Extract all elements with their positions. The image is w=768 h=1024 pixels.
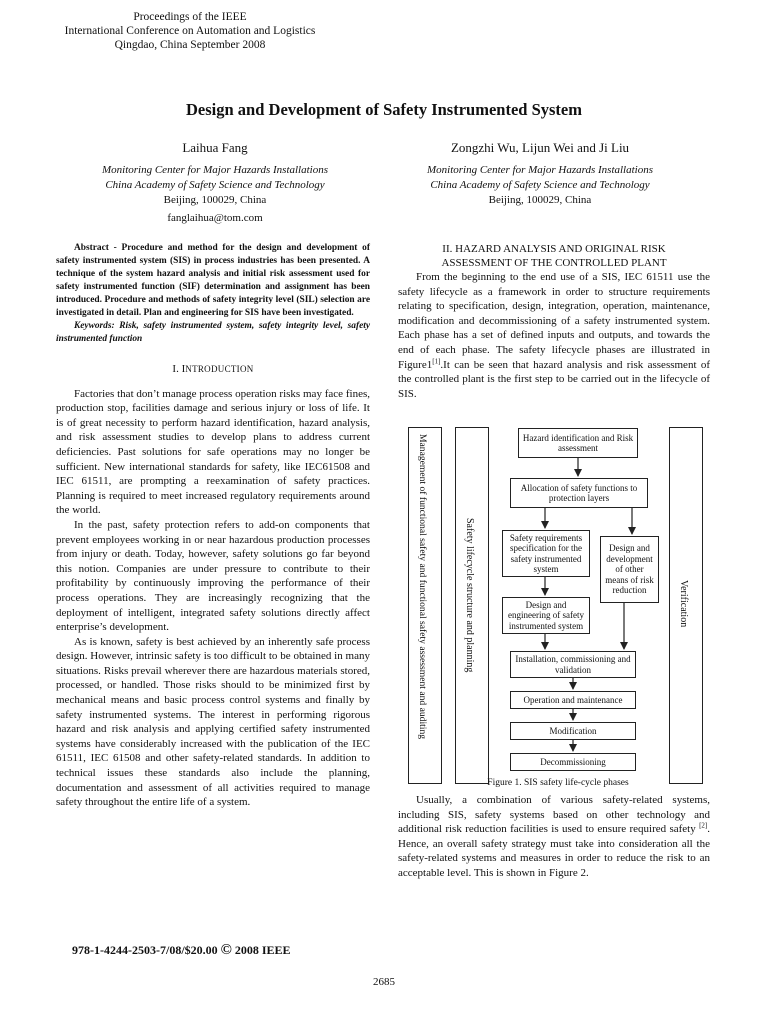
author-name: Zongzhi Wu, Lijun Wei and Ji Liu xyxy=(450,140,630,155)
proceedings-line: Qingdao, China September 2008 xyxy=(114,39,266,51)
paragraph-text: . Hence, an overall safety strategy must take into consideration all the safety-related systems and measures in order to reduce the risk to an acceptable level. This is shown in Figure 2. xyxy=(398,823,711,879)
copyright-symbol: © xyxy=(220,942,232,958)
author-address: Beijing, 100029, China xyxy=(163,194,267,206)
paragraph-text: .It can be seen that hazard analysis and risk assessment of the controlled plant is the first step to be carried out in the lifecycle of SIS. xyxy=(398,358,710,400)
planning-label: Safety lifecycle structure and planning xyxy=(464,518,475,673)
figure-1-flowchart xyxy=(408,427,708,782)
verification-label: Verification xyxy=(678,580,689,628)
author-block-1 xyxy=(60,140,370,226)
paragraph: In the past, safety protection refers to add-on components that prevent employees working in or near hazardous production processes from injury or death. Today, however, safety solutions go far beyond this notion. Companies are under pressure to contribute to their profitability by continuously improving the performance of their process operations. They are increasingly recognizing that the deployment of intelligent, integrated safety solutions directly affect enterprise’s development. xyxy=(56,518,370,634)
keywords: Keywords: Risk, safety instrumented system, safety integrity level, safety instrumented function xyxy=(56,321,370,344)
author-email: fanglaihua@tom.com xyxy=(167,212,263,224)
affiliation-line: Monitoring Center for Major Hazards Installations xyxy=(101,164,329,176)
proceedings-line: Proceedings of the IEEE xyxy=(133,11,247,23)
proceedings-line: International Conference on Automation and Logistics xyxy=(64,25,316,37)
paragraph: Factories that don’t manage process operation risks may face fines, production stop, facilities damage and serious injury or loss of life. It is of great necessity to perform hazard identification, hazard analysis, and risk assessment studies to develop plans to address current deficiencies. Past solutions for safe operations may no longer be sufficient. New international standards for safety, like IEC61508 and IEC 61511, are prompting a reexamination of safety practices. Planning is required to meet increased regulatory requirements around the world. xyxy=(56,387,370,517)
box-modification: Modification xyxy=(510,722,636,740)
box-installation: Installation, commissioning and validation xyxy=(510,651,636,678)
section-heading-line: II. HAZARD ANALYSIS AND ORIGINAL RISK xyxy=(442,243,666,255)
paragraph-text: From the beginning to the end use of a SIS, IEC 61511 use the safety lifecycle as a framework in order to structure requirements relating to specification, design, integration, operation, maintenance, modification and decommissioning of a safety instrumented system. Each phase has a set of defined inputs and outputs, and towards the end of each phase. The safety lifecycle phases are illustrated in Figure1 xyxy=(398,271,710,371)
box-design-engineering: Design and engineering of safety instrumented system xyxy=(502,597,590,634)
author-block-2 xyxy=(385,140,695,208)
affiliation-line: China Academy of Safety Science and Technology xyxy=(430,179,650,191)
author-name: Laihua Fang xyxy=(182,140,248,155)
affiliation-line: Monitoring Center for Major Hazards Installations xyxy=(426,164,654,176)
section-heading-line: ASSESSMENT OF THE CONTROLLED PLANT xyxy=(441,257,667,269)
right-column-top xyxy=(398,242,710,401)
section-heading-introduction xyxy=(56,362,370,377)
box-hazard-identification: Hazard identification and Risk assessment xyxy=(518,428,638,458)
paragraph xyxy=(398,270,710,401)
box-decommissioning: Decommissioning xyxy=(510,753,636,771)
left-column xyxy=(56,242,370,810)
section-number: I. xyxy=(172,363,182,375)
isbn: 978-1-4244-2503-7/08/$20.00 xyxy=(72,943,221,957)
copyright-text: 2008 IEEE xyxy=(231,943,291,957)
paragraph: As is known, safety is best achieved by an inherently safe process design. However, intrinsic safety is too difficult to be obtained in many situations. Risks prevail wherever there are hazardous materials stored, processed, or handled. Those risks should to be minimized first by mechanical means and basic process control systems and finally by safety instrumented systems. The interest in performing rigorous hazard and risk analysis and applying certified safety instrumented systems have considerably increased with the publication of the IEC 61511, IEC 61508 and other safety-related standards. In addition to technical issues these standards also include the planning, documentation and assessment of all activities required to manage safety throughout the entire life of a system. xyxy=(56,635,370,809)
author-address: Beijing, 100029, China xyxy=(488,194,592,206)
abstract: Abstract - Procedure and method for the design and development of safety instrumented system (SIS) in process industries has been presented. A technique of the system hazard analysis and initial risk assessment used for safety instrumented function (SIF) determination and assignment has been introduced. Procedure and methods of safety integrity level (SIL) selection are investigated in detail. Plan and engineering for SIS have been investigated. xyxy=(56,243,370,318)
proceedings-header xyxy=(40,10,340,52)
management-label: Management of functional safety and functional safety assessment and auditing xyxy=(417,434,428,740)
right-column-bottom xyxy=(398,793,710,881)
box-safety-requirements: Safety requirements specification for the safety instrumented system xyxy=(502,530,590,577)
citation: [2] xyxy=(699,821,708,830)
section-heading-hazard xyxy=(398,242,710,270)
paper-title: Design and Development of Safety Instrumented System xyxy=(186,100,582,119)
figure-1-caption: Figure 1. SIS safety life-cycle phases xyxy=(487,778,629,788)
page-number: 2685 xyxy=(373,976,395,988)
paragraph-text: Usually, a combination of various safety-related systems, including SIS, safety systems based on other technology and additional risk reduction facilities is used to ensure required safety xyxy=(398,794,710,836)
isbn-copyright xyxy=(72,942,291,959)
box-other-means: Design and development of other means of risk reduction xyxy=(600,536,659,603)
box-operation: Operation and maintenance xyxy=(510,691,636,709)
box-allocation: Allocation of safety functions to protection layers xyxy=(510,478,648,508)
section-title-initial: I xyxy=(181,363,186,375)
citation: [1] xyxy=(432,356,441,365)
paragraph xyxy=(398,793,710,881)
section-title-rest: NTRODUCTION xyxy=(185,364,254,374)
affiliation-line: China Academy of Safety Science and Technology xyxy=(105,179,325,191)
